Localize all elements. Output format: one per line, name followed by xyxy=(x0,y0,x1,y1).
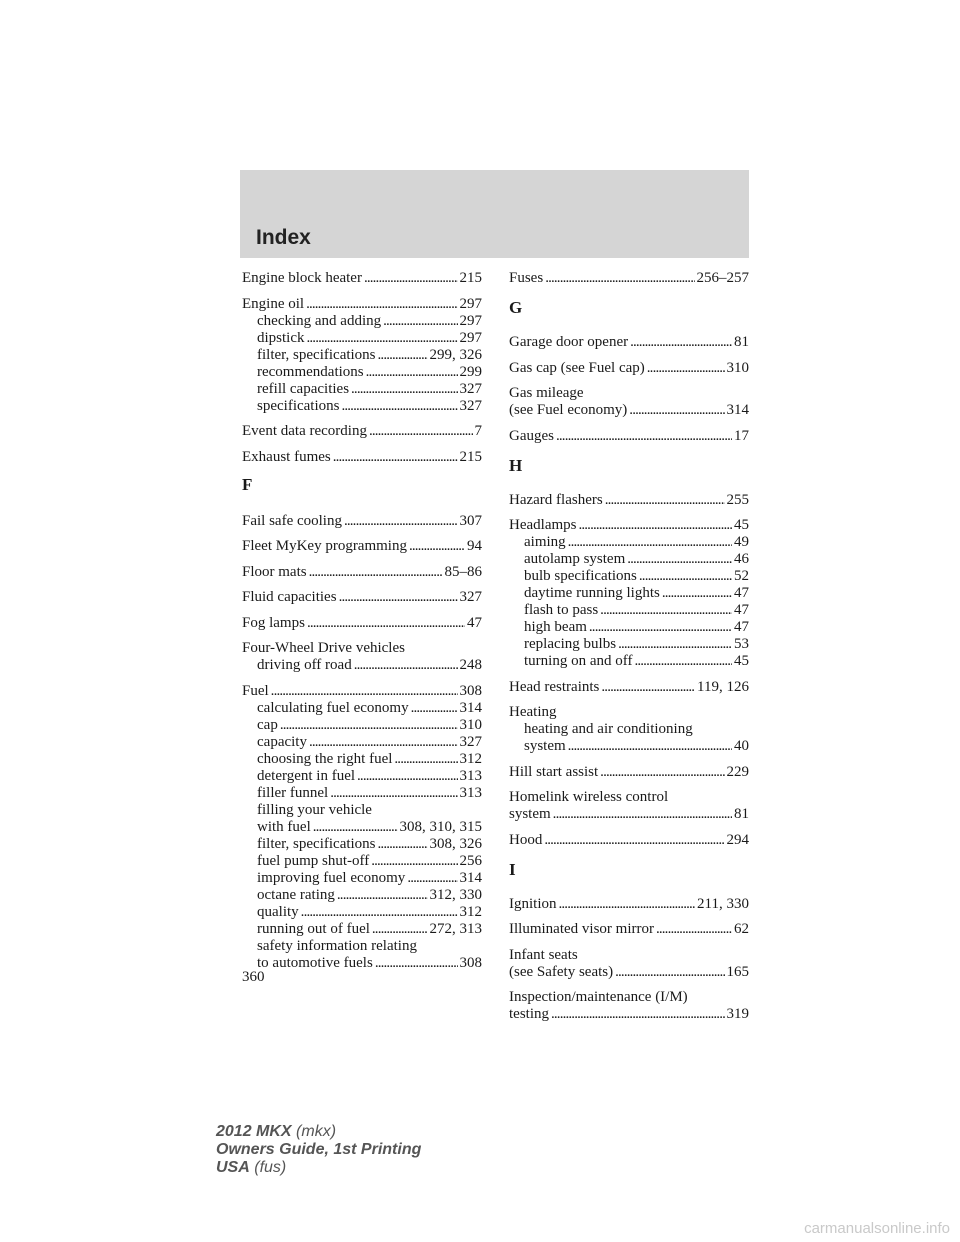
page-title: Index xyxy=(256,226,311,249)
page-ref: 327 xyxy=(459,589,482,605)
index-entry: Inspection/maintenance (I/M) testing . . . 319 xyxy=(509,989,749,1023)
page-ref: 62 xyxy=(734,921,749,937)
index-entry: Fail safe cooling . . . 307 xyxy=(242,513,482,530)
watermark: carmanualsonline.info xyxy=(804,1220,950,1237)
page-ref: 308, 326 xyxy=(429,835,482,852)
index-entry: Heating heating and air conditioning system . . . 40 xyxy=(509,704,749,755)
page-ref: 47 xyxy=(734,602,749,618)
page-ref: 312, 330 xyxy=(429,886,482,903)
index-entry: Gauges . . . 17 xyxy=(509,428,749,445)
page-ref: 312 xyxy=(459,903,482,920)
index-entry: Hazard flashers . . . 255 xyxy=(509,492,749,509)
footer-model: 2012 MKX (mkx) xyxy=(216,1123,337,1140)
index-entry: Headlamps . . . 45 aiming . . . 49 autolamp system . . . 46 bulb specifications . . . 52 daytime running lights . . . 47 flash to pass . . . 47 high beam . . . 47 replacing bulbs . . . 53 turning on and off . . . 45 xyxy=(509,517,749,670)
page-ref: 255 xyxy=(726,491,749,508)
section-letter-h: H xyxy=(509,455,523,475)
index-entry: Fog lamps . . . 47 xyxy=(242,615,482,632)
page-ref: 53 xyxy=(734,636,749,652)
page-ref: 17 xyxy=(734,427,749,444)
index-entry: Ignition . . . 211, 330 xyxy=(509,896,749,913)
index-column-left xyxy=(242,270,482,980)
page-ref: 314 xyxy=(459,699,482,716)
index-entry: Exhaust fumes . . . 215 xyxy=(242,449,482,466)
page-ref: 81 xyxy=(734,334,749,350)
index-entry: Garage door opener . . . 81 xyxy=(509,334,749,351)
index-entry: Engine oil . . . 297 checking and adding . . . 297 dipstick . . . 297 filter, specifications . . . 299, 326 recommendations . . . 299 refill capacities . . . 327 specifications . . . 327 xyxy=(242,296,482,415)
page-ref: 49 xyxy=(734,534,749,550)
page-ref: 299 xyxy=(459,363,482,380)
index-entry: Four-Wheel Drive vehicles driving off road . . . 248 xyxy=(242,640,482,674)
page-ref: 229 xyxy=(726,763,749,780)
index-entry: Fleet MyKey programming . . . 94 xyxy=(242,538,482,555)
page-ref: 313 xyxy=(459,784,482,801)
index-entry: Hill start assist . . . 229 xyxy=(509,764,749,781)
page-ref: 7 xyxy=(474,423,482,439)
page-ref: 294 xyxy=(726,831,749,848)
page-ref: 256–257 xyxy=(696,270,749,286)
index-entry: Hood . . . 294 xyxy=(509,832,749,849)
page-ref: 308, 310, 315 xyxy=(399,818,482,835)
page-ref: 297 xyxy=(459,329,482,346)
page-ref: 165 xyxy=(726,963,749,980)
page-ref: 46 xyxy=(734,551,749,567)
index-entry: Fuel . . . 308 calculating fuel economy . . . 314 cap . . . 310 capacity . . . 327 choosing the right fuel . . . 312 detergent in fuel . . . 313 filler funnel . . . 313 filling your vehicle with fuel . . . 308, 310, 315 filter, specifications . . . 308, 326 fuel pump shut-off . . . 256 improving fuel economy . . . 314 octane rating . . . 312, 330 quality . . . 312 running out of fuel . . . 272, 313 safety information relating to automotive fuels . . . 308 xyxy=(242,683,482,972)
page-ref: 272, 313 xyxy=(429,920,482,937)
page-ref: 327 xyxy=(459,397,482,414)
page-ref: 327 xyxy=(459,380,482,397)
page-ref: 47 xyxy=(734,619,749,635)
index-column-right xyxy=(509,270,749,1032)
page-ref: 94 xyxy=(467,538,482,554)
index-entry: Homelink wireless control system . . . 81 xyxy=(509,789,749,823)
section-letter-g: G xyxy=(509,298,523,317)
page-ref: 308 xyxy=(459,954,482,971)
header-bar xyxy=(240,170,749,258)
index-entry: Engine block heater . . . 215 xyxy=(242,270,482,287)
page-ref: 40 xyxy=(734,738,749,754)
index-entry: Gas cap (see Fuel cap) . . . 310 xyxy=(509,360,749,377)
index-entry: Floor mats . . . 85–86 xyxy=(242,564,482,581)
page-ref: 314 xyxy=(459,869,482,886)
page-ref: 313 xyxy=(459,767,482,784)
page-ref: 45 xyxy=(734,517,749,533)
page-ref: 215 xyxy=(459,270,482,286)
page-ref: 119, 126 xyxy=(697,678,749,695)
index-entry: Fluid capacities . . . 327 xyxy=(242,589,482,606)
index-entry: Illuminated visor mirror . . . 62 xyxy=(509,921,749,938)
page-ref: 297 xyxy=(459,312,482,329)
footer-guide: Owners Guide, 1st Printing xyxy=(216,1141,422,1158)
page-ref: 319 xyxy=(726,1006,749,1022)
page-number: 360 xyxy=(242,969,265,985)
page-ref: 308 xyxy=(459,682,482,699)
section-letter-i: I xyxy=(509,859,516,879)
page-ref: 211, 330 xyxy=(697,895,749,912)
footer-region: USA (fus) xyxy=(216,1159,287,1176)
page-ref: 81 xyxy=(734,806,749,822)
section-letter-f: F xyxy=(242,474,253,494)
page-ref: 52 xyxy=(734,568,749,584)
index-entry: Gas mileage (see Fuel economy) . . . 314 xyxy=(509,385,749,419)
page-ref: 215 xyxy=(459,448,482,465)
index-entry: Event data recording . . . 7 xyxy=(242,423,482,440)
index-entry: Infant seats (see Safety seats) . . . 165 xyxy=(509,947,749,981)
page-ref: 299, 326 xyxy=(429,346,482,363)
page-ref: 310 xyxy=(726,359,749,376)
page-ref: 85–86 xyxy=(444,563,482,580)
page-ref: 256 xyxy=(459,852,482,869)
index-entry: Fuses . . . 256–257 xyxy=(509,270,749,287)
page-ref: 47 xyxy=(734,585,749,601)
page-ref: 310 xyxy=(459,716,482,733)
page-ref: 314 xyxy=(726,402,749,418)
index-entry: Head restraints . . . 119, 126 xyxy=(509,679,749,696)
page-ref: 297 xyxy=(459,295,482,312)
footer xyxy=(216,1123,421,1177)
page-ref: 45 xyxy=(734,653,749,669)
page-ref: 312 xyxy=(459,750,482,767)
page-ref: 307 xyxy=(459,512,482,529)
page-ref: 47 xyxy=(467,614,482,631)
page-ref: 248 xyxy=(459,657,482,673)
page-ref: 327 xyxy=(459,733,482,750)
